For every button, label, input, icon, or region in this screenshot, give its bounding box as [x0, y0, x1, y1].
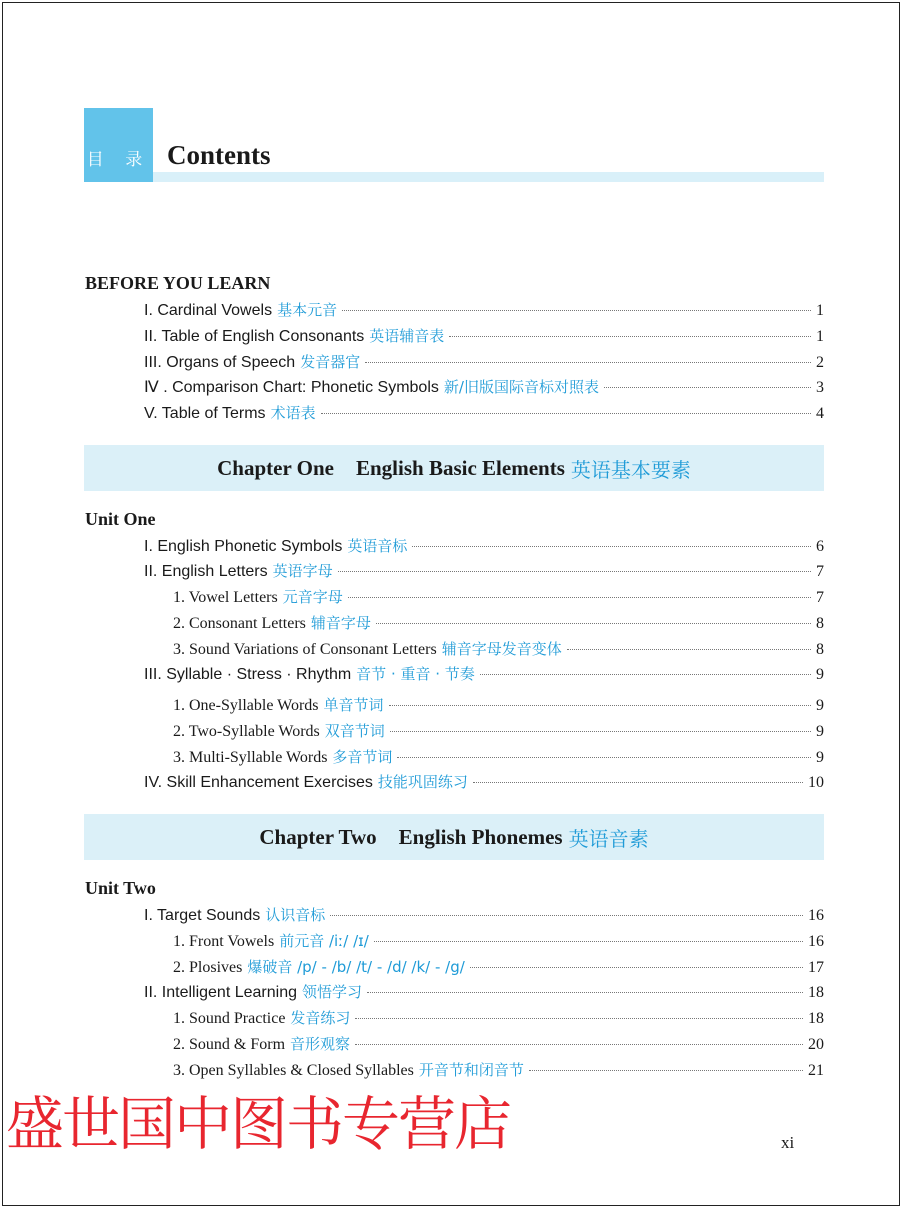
contents-badge: 目 录: [84, 108, 153, 182]
dot-leader: [397, 757, 811, 758]
toc-entry-title: II. Table of English Consonants: [144, 328, 365, 345]
toc-entry-title: 2. Plosives: [173, 959, 243, 976]
toc-entry-chinese: 新/旧版国际音标对照表: [443, 378, 599, 396]
toc-entry-title: 2. Sound & Form: [173, 1036, 286, 1053]
toc-subentry[interactable]: [173, 694, 824, 715]
toc-entry-chinese: 技能巩固练习: [377, 773, 468, 791]
toc-entry-title: 1. Sound Practice: [173, 1010, 286, 1027]
toc-entry-chinese: 认识音标: [265, 906, 326, 924]
chapter-two-banner: [84, 814, 824, 860]
store-watermark: 盛世国中图书专营店: [6, 1090, 511, 1158]
toc-subentry[interactable]: [173, 638, 824, 659]
dot-leader: [355, 1018, 803, 1019]
toc-entry[interactable]: [144, 981, 824, 1002]
page-title: Contents: [167, 140, 271, 170]
toc-entry[interactable]: [144, 402, 824, 423]
toc-entry-title: II. Intelligent Learning: [144, 984, 297, 1001]
dot-leader: [330, 915, 803, 916]
toc-page-number: 18: [808, 984, 824, 1001]
dot-leader: [321, 413, 811, 414]
toc-entry-chinese: 爆破音 /p/ - /b/ /t/ - /d/ /k/ - /g/: [247, 958, 465, 976]
toc-entry-title: III. Syllable · Stress · Rhythm: [144, 666, 352, 683]
chapter-title: English Phonemes: [398, 824, 563, 849]
toc-entry-title: I. Cardinal Vowels: [144, 302, 273, 319]
chapter-number: Chapter One: [217, 455, 334, 480]
chapter-title-chinese: 英语音素: [568, 826, 649, 851]
dot-leader: [473, 782, 803, 783]
dot-leader: [348, 597, 811, 598]
chapter-title-chinese: 英语基本要素: [570, 457, 691, 482]
toc-page-number: 10: [808, 774, 824, 791]
dot-leader: [412, 546, 811, 547]
section-heading-before-you-learn: BEFORE YOU LEARN: [85, 273, 271, 293]
toc-page-number: 18: [808, 1010, 824, 1027]
toc-page-number: 6: [816, 538, 824, 555]
dot-leader: [367, 992, 803, 993]
dot-leader: [604, 387, 811, 388]
chapter-number: Chapter Two: [259, 824, 377, 849]
toc-page-number: 9: [816, 697, 824, 714]
toc-entry-chinese: 辅音字母: [310, 614, 371, 632]
toc-entry[interactable]: [144, 535, 824, 556]
chapter-one-banner: [84, 445, 824, 491]
toc-entry-chinese: 英语字母: [272, 562, 333, 580]
unit-one-heading: Unit One: [85, 509, 156, 529]
toc-page-number: 17: [808, 959, 824, 976]
toc-page-number: 9: [816, 666, 824, 683]
toc-entry[interactable]: [144, 904, 824, 925]
toc-page-number: 8: [816, 615, 824, 632]
dot-leader: [374, 941, 803, 942]
toc-entry-title: 3. Sound Variations of Consonant Letters: [173, 641, 437, 658]
toc-entry[interactable]: [144, 325, 824, 346]
header-rule: [153, 172, 824, 182]
toc-entry-title: I. English Phonetic Symbols: [144, 538, 343, 555]
toc-entry-chinese: 基本元音: [277, 301, 338, 319]
toc-page-number: 8: [816, 641, 824, 658]
dot-leader: [449, 336, 811, 337]
toc-entry-chinese: 前元音 /iː/ /ɪ/: [279, 932, 369, 950]
toc-entry-title: I. Target Sounds: [144, 907, 261, 924]
dot-leader: [338, 571, 811, 572]
toc-page-number: 2: [816, 354, 824, 371]
toc-entry-chinese: 单音节词: [323, 696, 384, 714]
toc-entry-chinese: 辅音字母发音变体: [441, 640, 562, 658]
toc-entry-chinese: 英语音标: [347, 537, 408, 555]
toc-entry-title: 3. Open Syllables & Closed Syllables: [173, 1062, 414, 1079]
toc-page-number: 16: [808, 907, 824, 924]
unit-two-heading: Unit Two: [85, 878, 156, 898]
toc-entry-chinese: 发音练习: [290, 1009, 351, 1027]
toc-entry-chinese: 发音器官: [300, 353, 361, 371]
toc-subentry[interactable]: [173, 1007, 824, 1028]
toc-entry-title: II. English Letters: [144, 563, 268, 580]
toc-entry[interactable]: [144, 299, 824, 320]
dot-leader: [480, 674, 811, 675]
toc-subentry[interactable]: [173, 930, 824, 951]
toc-page-number: 3: [816, 379, 824, 396]
chapter-title: English Basic Elements: [356, 455, 565, 480]
dot-leader: [355, 1044, 803, 1045]
toc-entry-title: IV. Skill Enhancement Exercises: [144, 774, 373, 791]
dot-leader: [567, 649, 811, 650]
toc-entry-title: III. Organs of Speech: [144, 354, 296, 371]
toc-entry-chinese: 领悟学习: [302, 983, 363, 1001]
toc-entry-title: 1. Vowel Letters: [173, 589, 278, 606]
toc-subentry[interactable]: [173, 1033, 824, 1054]
toc-page-number: 16: [808, 933, 824, 950]
toc-entry-chinese: 术语表: [270, 404, 316, 422]
toc-entry-title: 2. Consonant Letters: [173, 615, 306, 632]
toc-subentry[interactable]: [173, 612, 824, 633]
dot-leader: [376, 623, 811, 624]
toc-page-number: 7: [816, 589, 824, 606]
toc-entry-chinese: 双音节词: [324, 722, 385, 740]
toc-entry-title: V. Table of Terms: [144, 405, 266, 422]
toc-entry-title: 2. Two-Syllable Words: [173, 723, 320, 740]
toc-subentry[interactable]: [173, 746, 824, 767]
toc-page-number: 1: [816, 328, 824, 345]
page-number: xi: [781, 1133, 795, 1152]
toc-entry-chinese: 音形观察: [290, 1035, 351, 1053]
toc-entry-chinese: 开音节和闭音节: [418, 1061, 524, 1079]
toc-entry[interactable]: [144, 771, 824, 792]
toc-page-number: 7: [816, 563, 824, 580]
toc-entry[interactable]: [144, 663, 824, 684]
toc-entry-title: 1. One-Syllable Words: [173, 697, 319, 714]
toc-page-number: 21: [808, 1062, 824, 1079]
toc-entry[interactable]: [144, 376, 824, 397]
toc-entry-title: 1. Front Vowels: [173, 933, 275, 950]
dot-leader: [390, 731, 811, 732]
dot-leader: [529, 1070, 803, 1071]
toc-page-number: 1: [816, 302, 824, 319]
toc-entry-chinese: 多音节词: [332, 748, 393, 766]
dot-leader: [365, 362, 811, 363]
toc-page-number: 9: [816, 723, 824, 740]
toc-entry-chinese: 英语辅音表: [369, 327, 445, 345]
dot-leader: [342, 310, 811, 311]
dot-leader: [470, 967, 803, 968]
toc-entry-chinese: 音节 · 重音 · 节奏: [356, 665, 475, 683]
toc-subentry[interactable]: [173, 586, 824, 607]
toc-entry[interactable]: [144, 560, 824, 581]
toc-page-number: 20: [808, 1036, 824, 1053]
toc-entry-title: 3. Multi-Syllable Words: [173, 749, 328, 766]
toc-page-number: 9: [816, 749, 824, 766]
dot-leader: [389, 705, 811, 706]
toc-entry-chinese: 元音字母: [282, 588, 343, 606]
toc-subentry[interactable]: [173, 956, 824, 977]
toc-entry-title: Ⅳ . Comparison Chart: Phonetic Symbols: [144, 379, 439, 396]
toc-subentry[interactable]: [173, 1059, 824, 1080]
toc-subentry[interactable]: [173, 720, 824, 741]
toc-page-number: 4: [816, 405, 824, 422]
toc-entry[interactable]: [144, 351, 824, 372]
